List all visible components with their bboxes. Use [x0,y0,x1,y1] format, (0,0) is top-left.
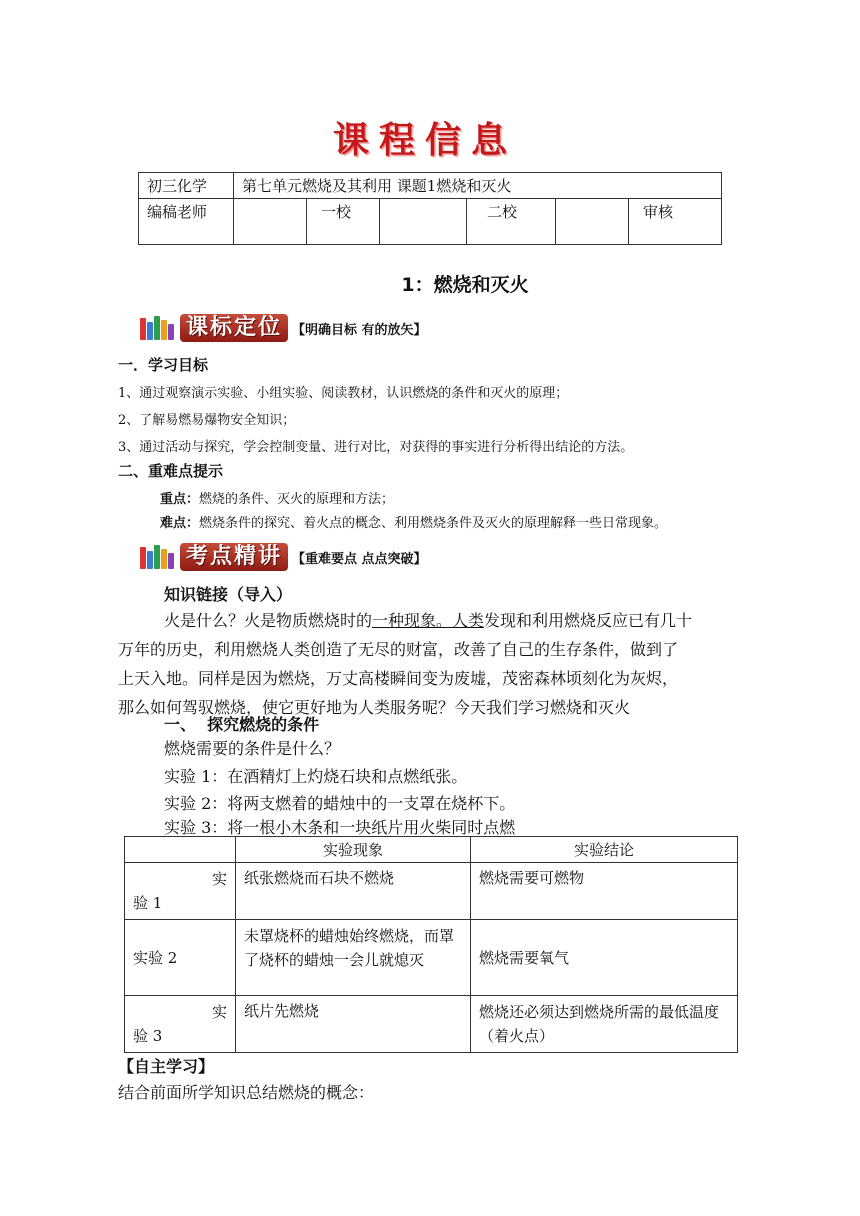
course-info-table [138,172,722,245]
intro-line-4: 那么如何驾驭燃烧，使它更好地为人类服务呢？今天我们学习燃烧和灭火 [118,698,631,717]
experiment-table [124,836,738,1053]
banner-title: 课标定位 [180,314,288,342]
goals-heading: 一．学习目标 [118,356,209,374]
intro-line-2: 万年的历史，利用燃烧人类创造了无尽的财富，改善了自己的生存条件，做到了 [118,640,679,659]
books-icon [140,545,174,569]
experiment-1: 实验 1：在酒精灯上灼烧石块和点燃纸张。 [164,767,468,786]
experiment-3: 实验 3：将一根小木条和一块纸片用火柴同时点燃 [164,818,516,837]
row-name [125,996,236,1053]
editor-label: 编稿老师 [139,199,234,245]
intro-underlined: 一种现象。人类 [372,611,485,630]
table-row [125,920,738,996]
subject-cell: 初三化学 [139,173,234,199]
school1-value [380,199,467,245]
row-name-part: 实 [211,1003,227,1021]
row-phenomenon: 纸张燃烧而石块不燃烧 [236,863,471,920]
hard-label: 难点： [160,516,200,531]
keypoints-heading: 二、重难点提示 [118,462,224,480]
school2-value [556,199,629,245]
table-header-empty [125,837,236,863]
row-phenomenon: 纸片先燃烧 [236,996,471,1053]
intro-text: 火是什么？火是物质燃烧时的 [164,611,373,630]
section-banner-standards [140,313,427,343]
self-study-text: 结合前面所学知识总结燃烧的概念： [118,1083,375,1102]
editor-value [234,199,307,245]
intro-heading: 知识链接（导入） [164,585,293,604]
intro-line-1 [118,606,758,635]
review-label [629,199,722,245]
unit-cell: 第七单元燃烧及其利用 课题1燃烧和灭火 [234,173,722,199]
row-name-part: 验 1 [133,894,163,912]
row-name-part: 实 [211,870,227,888]
lesson-title: 1：燃烧和灭火 [401,274,529,296]
table-row [125,863,738,920]
review-text: 审核 [643,203,674,221]
goal-item-1: 1、通过观察演示实验、小组实验、阅读教材，认识燃烧的条件和灭火的原理； [118,386,569,401]
intro-paragraph [118,606,758,722]
row-name: 实验 2 [125,920,236,996]
hard-point [160,512,667,531]
table-header-phenomenon: 实验现象 [236,837,471,863]
table-row [125,996,738,1053]
table-header-conclusion: 实验结论 [471,837,738,863]
row-name [125,863,236,920]
intro-line-3: 上天入地。同样是因为燃烧，万丈高楼瞬间变为废墟，茂密森林顷刻化为灰烬， [118,669,679,688]
page-title: 课程信息 [332,119,517,161]
row-name-part: 验 3 [133,1027,163,1045]
goal-item-2: 2、了解易燃易爆物安全知识； [118,413,296,428]
row-conclusion: 燃烧需要氧气 [471,920,738,996]
school2-label: 二校 [467,199,556,245]
section-banner-keypoints [140,542,427,572]
banner-title: 考点精讲 [180,543,288,571]
intro-text: 发现和利用燃烧反应已有几十 [484,611,693,630]
banner-subtitle: 【重难要点 点点突破】 [292,551,427,567]
self-study-heading: 【自主学习】 [118,1057,215,1076]
books-icon [140,316,174,340]
explore-question: 燃烧需要的条件是什么？ [164,739,341,758]
row-conclusion: 燃烧还必须达到燃烧所需的最低温度（着火点） [471,996,738,1053]
row-phenomenon: 未罩烧杯的蜡烛始终燃烧，而罩了烧杯的蜡烛一会儿就熄灭 [236,920,471,996]
explore-heading: 一、 探究燃烧的条件 [164,715,320,734]
key-label: 重点： [160,492,200,507]
experiment-2: 实验 2：将两支燃着的蜡烛中的一支罩在烧杯下。 [164,794,516,813]
row-conclusion: 燃烧需要可燃物 [471,863,738,920]
key-point [160,488,394,507]
goal-item-3: 3、通过活动与探究，学会控制变量、进行对比，对获得的事实进行分析得出结论的方法。 [118,440,634,455]
banner-subtitle: 【明确目标 有的放矢】 [292,322,427,338]
hard-text: 燃烧条件的探究、着火点的概念、利用燃烧条件及灭火的原理解释一些日常现象。 [199,516,668,531]
key-text: 燃烧的条件、灭火的原理和方法； [199,492,395,507]
school1-label: 一校 [307,199,380,245]
